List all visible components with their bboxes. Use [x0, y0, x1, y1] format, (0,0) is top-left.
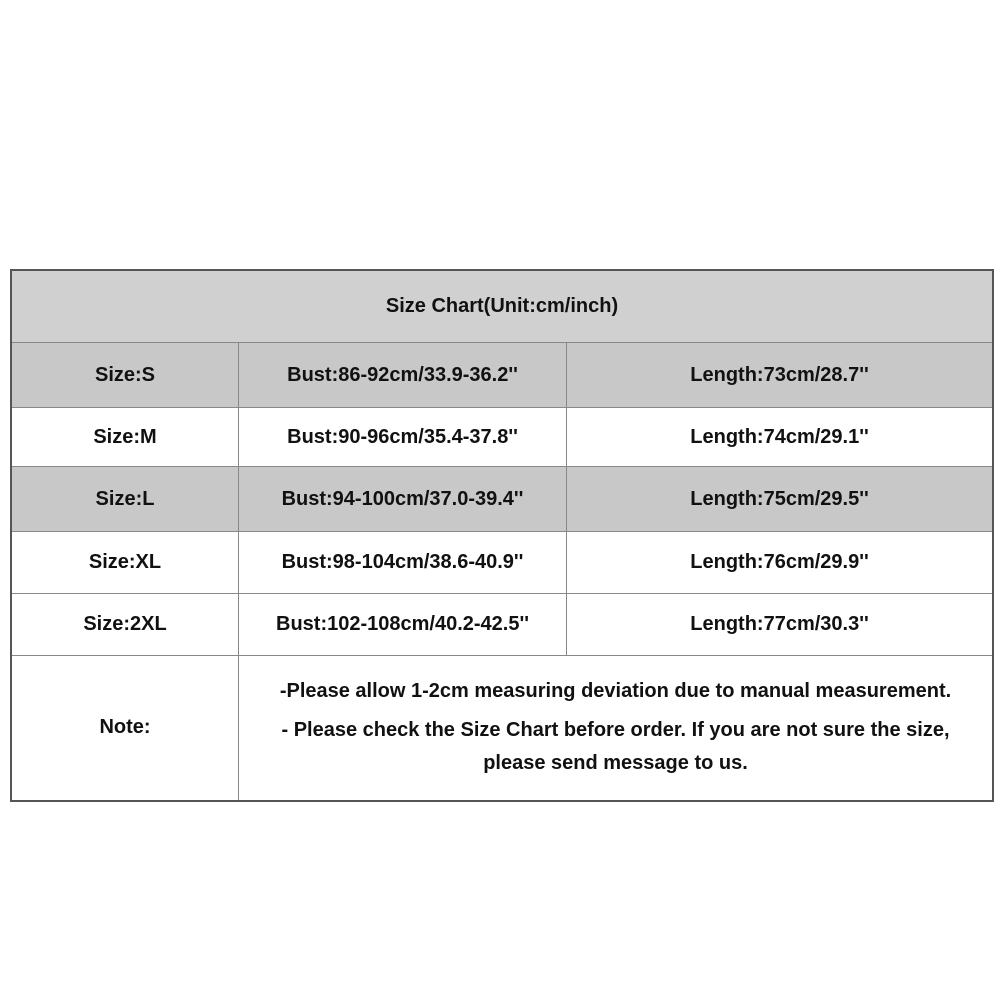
bust-cell: Bust:90-96cm/35.4-37.8'' [239, 408, 567, 467]
note-line: -Please allow 1-2cm measuring deviation due to manual measurement. [279, 680, 952, 703]
length-cell: Length:73cm/28.7'' [567, 343, 994, 408]
note-text [239, 656, 994, 801]
note-line: - Please check the Size Chart before order. If you are not sure the size, [281, 719, 950, 742]
note-label: Note: [11, 656, 239, 801]
size-chart-table [10, 269, 994, 802]
size-cell: Size:L [11, 467, 239, 532]
bust-cell: Bust:86-92cm/33.9-36.2'' [239, 343, 567, 408]
size-cell: Size:S [11, 343, 239, 408]
size-cell: Size:XL [11, 532, 239, 594]
bust-cell: Bust:102-108cm/40.2-42.5'' [239, 594, 567, 656]
length-cell: Length:77cm/30.3'' [567, 594, 994, 656]
note-line: please send message to us. [483, 752, 748, 775]
table-title: Size Chart(Unit:cm/inch) [11, 270, 993, 343]
size-cell: Size:M [11, 408, 239, 467]
length-cell: Length:74cm/29.1'' [567, 408, 994, 467]
length-cell: Length:75cm/29.5'' [567, 467, 994, 532]
bust-cell: Bust:98-104cm/38.6-40.9'' [239, 532, 567, 594]
length-cell: Length:76cm/29.9'' [567, 532, 994, 594]
bust-cell: Bust:94-100cm/37.0-39.4'' [239, 467, 567, 532]
size-cell: Size:2XL [11, 594, 239, 656]
